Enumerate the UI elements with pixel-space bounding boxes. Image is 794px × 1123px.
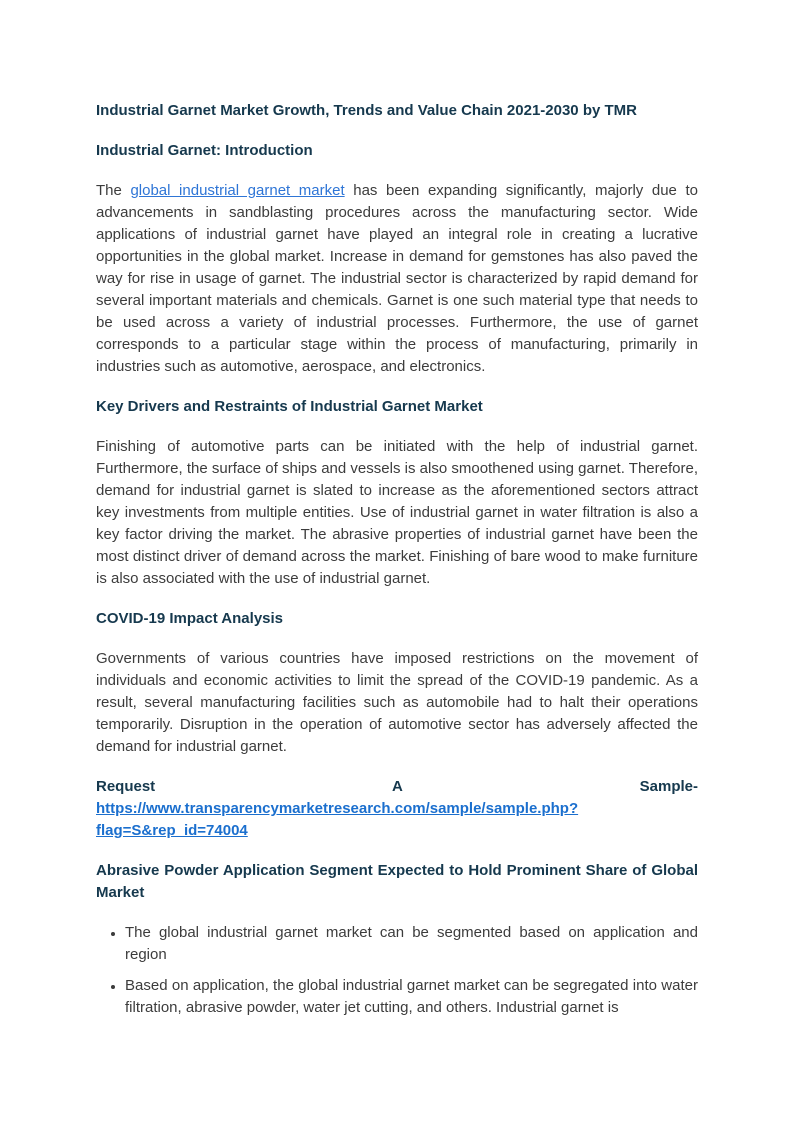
intro-text-rest: has been expanding significantly, majorly due to advancements in sandblasting procedures across the manufacturing sector. Wide applications of industrial garnet have played an integral role in creating a lucrative opportunities in the global market. Increase in demand for gemstones has also paved the way for rise in usage of garnet. The industrial sector is characterized by rapid demand for several important materials and chemicals. Garnet is one such material type that needs to be used across a variety of industrial processes. Furthermore, the use of garnet corresponds to a particular stage within the process of manufacturing, primarily in industries such as automotive, aerospace, and electronics. [96, 182, 698, 375]
covid-paragraph: Governments of various countries have imposed restrictions on the movement of individuals and economic activities to limit the spread of the COVID-19 pandemic. As a result, several manufacturing facilities such as automobile had to halt their operations temporarily. Disruption in the operation of automotive sector has adversely affected the demand for industrial garnet. [96, 650, 698, 755]
document-title: Industrial Garnet Market Growth, Trends and Value Chain 2021-2030 by TMR [96, 102, 637, 119]
intro-paragraph [96, 180, 698, 378]
drivers-paragraph: Finishing of automotive parts can be initiated with the help of industrial garnet. Furthermore, the surface of ships and vessels is also smoothened using garnet. Therefore, demand for industrial garnet is slated to increase as the aforementioned sectors attract key investments from multiple entities. Use of industrial garnet in water filtration is also a key factor driving the market. The abrasive properties of industrial garnet have been the most distinct driver of demand across the market. Finishing of bare wood to make furniture is also associated with the use of industrial garnet. [96, 438, 698, 587]
list-item: • Based on application, the global industrial garnet market can be segregated into water filtration, abrasive powder, water jet cutting, and others. Industrial garnet is [125, 975, 698, 1019]
intro-heading: Industrial Garnet: Introduction [96, 142, 313, 159]
request-sample-paragraph [96, 776, 698, 842]
request-sample-label: Request A Sample- [96, 778, 698, 795]
segmentation-bullet-list [96, 922, 698, 1019]
abrasive-segment-heading: Abrasive Powder Application Segment Expected to Hold Prominent Share of Global Market [96, 862, 698, 901]
request-sample-link[interactable]: https://www.transparencymarketresearch.com/sample/sample.php?flag=S&rep_id=74004 [96, 800, 579, 839]
global-garnet-market-link[interactable]: global industrial garnet market [130, 182, 345, 199]
drivers-heading: Key Drivers and Restraints of Industrial Garnet Market [96, 398, 483, 415]
covid-heading: COVID-19 Impact Analysis [96, 610, 284, 627]
list-item: • The global industrial garnet market can be segmented based on application and region [125, 922, 698, 966]
intro-text-prefix: The [96, 182, 131, 199]
